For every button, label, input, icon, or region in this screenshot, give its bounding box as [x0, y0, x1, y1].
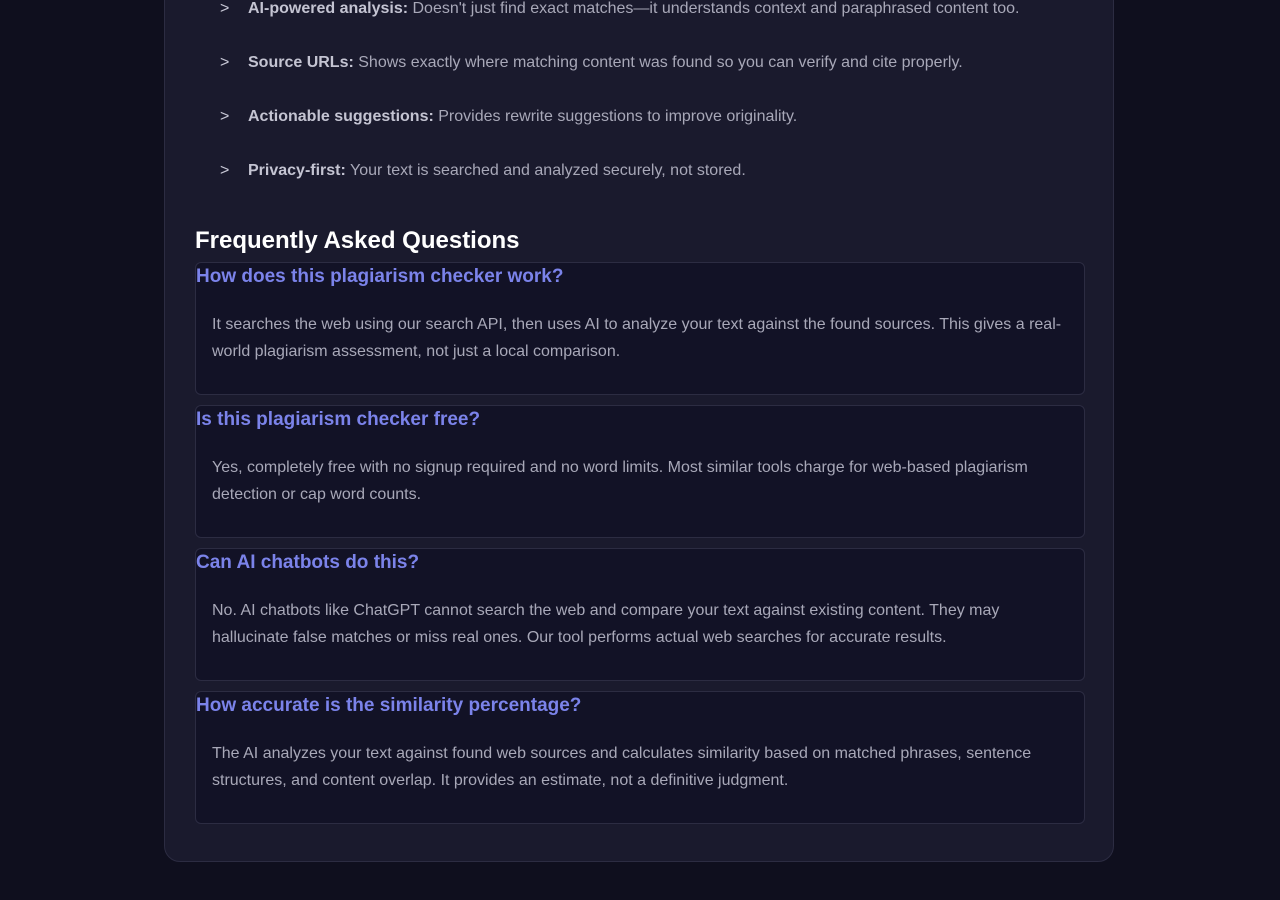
content-card — [164, 0, 1114, 862]
feature-title: Privacy-first: — [248, 162, 346, 179]
arrow-icon: > — [220, 108, 230, 125]
faq-answer: Yes, completely free with no signup required and no word limits. Most similar tools charge for web-based plagiarism detection or cap word counts. — [212, 459, 1028, 503]
faq-heading: Frequently Asked Questions — [195, 227, 520, 254]
feature-item-privacy — [220, 162, 746, 180]
faq-item[interactable] — [195, 548, 1085, 681]
feature-text: Shows exactly where matching content was found so you can verify and cite properly. — [353, 54, 963, 71]
arrow-icon: > — [220, 162, 230, 179]
faq-item[interactable] — [195, 691, 1085, 824]
feature-title: Source URLs: — [248, 54, 354, 71]
feature-item-ai-analysis — [220, 0, 1019, 18]
faq-answer: The AI analyzes your text against found web sources and calculates similarity based on matched phrases, sentence structures, and content overlap. It provides an estimate, not a definitive judgment. — [212, 745, 1032, 789]
feature-title: Actionable suggestions: — [248, 108, 434, 125]
feature-item-source-urls — [220, 54, 963, 72]
faq-question[interactable]: How accurate is the similarity percentage? — [196, 695, 582, 716]
faq-question[interactable]: Can AI chatbots do this? — [196, 552, 420, 573]
faq-question[interactable]: How does this plagiarism checker work? — [196, 266, 564, 287]
feature-text: Doesn't just find exact matches—it understands context and paraphrased content too. — [408, 0, 1020, 17]
faq-item[interactable] — [195, 262, 1085, 395]
feature-text: Provides rewrite suggestions to improve originality. — [433, 108, 798, 125]
faq-item[interactable] — [195, 405, 1085, 538]
faq-answer: It searches the web using our search API, then uses AI to analyze your text against the found sources. This gives a real-world plagiarism assessment, not just a local comparison. — [212, 316, 1062, 360]
arrow-icon: > — [220, 0, 230, 17]
faq-answer: No. AI chatbots like ChatGPT cannot search the web and compare your text against existing content. They may hallucinate false matches or miss real ones. Our tool performs actual web searches for accurate results. — [212, 602, 1000, 646]
arrow-icon: > — [220, 54, 230, 71]
feature-title: AI-powered analysis: — [248, 0, 409, 17]
feature-item-suggestions — [220, 108, 797, 126]
faq-question[interactable]: Is this plagiarism checker free? — [196, 409, 481, 430]
feature-text: Your text is searched and analyzed securely, not stored. — [345, 162, 746, 179]
